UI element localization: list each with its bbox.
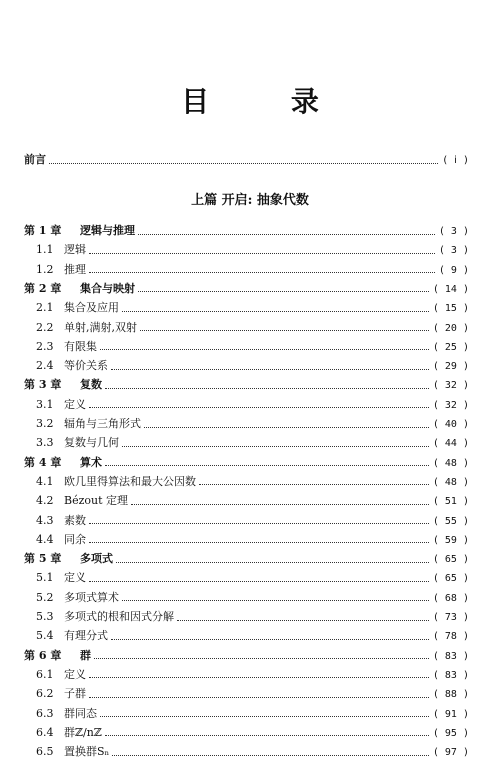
dot-leader [89,271,435,273]
toc-entry-title: 置换群Sₙ [64,745,110,759]
toc-chapter-row[interactable] [24,279,469,298]
toc-entry-number: 6.1 [36,667,54,681]
toc-entry-number: 1.1 [36,243,54,257]
dot-leader [122,310,429,312]
toc-section-row[interactable] [36,298,469,317]
toc-entry-title: 逻辑 [64,243,86,257]
toc-section-row[interactable] [36,260,469,279]
toc-chapter-row[interactable] [24,646,469,665]
page-title: 目 录 [181,85,355,118]
toc-section-row[interactable] [36,395,469,414]
toc-entry-title: 群 [80,648,91,662]
toc-entry-number: 2.1 [36,301,54,315]
toc-entry-number: 5.2 [36,590,54,604]
toc-entry-page: ( 78 ) [432,631,469,643]
toc-entry-title: 多项式的根和因式分解 [64,610,174,623]
dot-leader [89,522,429,524]
toc-entry-title: 算术 [80,455,102,469]
dot-leader [89,676,429,678]
dot-leader [112,754,429,756]
toc-entry-number: 第 6 章 [24,648,62,662]
toc-entry-number: 1.2 [36,262,54,276]
dot-leader [89,580,429,582]
toc-entry-number: 5.4 [36,629,54,643]
toc-entry-page: ( 32 ) [432,399,469,411]
toc-entry-title: 多项式 [80,552,113,566]
toc-entry-number: 5.1 [36,571,54,585]
dot-leader [100,715,429,717]
toc-section-row[interactable] [36,414,469,433]
toc-entry-page: ( 3 ) [438,226,469,237]
toc-section-row[interactable] [36,626,469,645]
toc-entry-number: 3.1 [36,397,54,411]
toc-entry-page: ( 44 ) [432,438,469,450]
toc-section-row[interactable] [36,472,469,491]
toc-section-row[interactable] [36,318,469,337]
toc-entry-title: 群同态 [64,706,97,720]
toc-entry-page: ( 29 ) [432,361,469,373]
toc-entry-number: 2.4 [36,359,54,373]
dot-leader [116,561,429,563]
toc-section-row[interactable] [36,704,469,723]
dot-leader [122,599,429,601]
dot-leader [89,696,429,698]
toc-section-row[interactable] [36,337,469,356]
toc-entry-title: 推理 [64,262,86,276]
toc-entry-title: 集合及应用 [64,301,119,315]
toc-entry-title: 等价关系 [64,359,108,373]
toc-entry-number: 第 4 章 [24,455,62,469]
toc-section-row[interactable] [36,356,469,375]
toc-entry-title: 定义 [64,571,86,585]
toc-section-row[interactable] [36,588,469,607]
toc-section-row[interactable] [36,665,469,684]
dot-leader [89,541,429,543]
toc-entry-page: ( 48 ) [432,457,469,469]
toc-entry-page: ( 3 ) [438,245,469,257]
toc-entry-title: 素数 [64,513,86,527]
toc-chapter-row[interactable] [24,375,469,394]
toc-entry-number: 3.3 [36,436,54,450]
toc-entry-page: ( 83 ) [432,650,469,662]
toc-entry-title: 复数与几何 [64,436,119,450]
toc-entry-page: ( 51 ) [432,496,469,508]
toc-entry-page: ( 25 ) [432,341,469,353]
toc-preface-row[interactable] [24,150,469,169]
toc-section-row[interactable] [36,530,469,549]
toc-section-row[interactable] [36,240,469,259]
toc-entry-page: ( 95 ) [432,727,469,739]
preface-title: 前言 [24,153,46,166]
toc-entry-page: ( 55 ) [432,515,469,527]
toc-entry-number: 3.2 [36,417,54,430]
toc-entry-number: 2.2 [36,320,54,334]
toc-entry-number: 第 1 章 [24,224,62,237]
toc-entry-number: 6.3 [36,706,54,720]
dot-leader [138,233,435,235]
toc-entry-page: ( 73 ) [432,612,469,623]
toc-entry-number: 6.2 [36,687,54,701]
dot-leader [105,387,429,389]
toc-entry-title: 单射,满射,双射 [64,320,137,334]
toc-entry-title: 同余 [64,532,86,546]
toc-entry-title: 有限集 [64,339,97,353]
dot-leader [140,329,429,331]
dot-leader [111,368,429,370]
toc-entry-page: ( 65 ) [432,573,469,585]
dot-leader [89,252,435,254]
toc-section-row[interactable] [36,684,469,703]
toc-entry-title: 多项式算术 [64,590,119,604]
toc-entry-title: 群ℤ/nℤ [64,725,102,739]
toc-entry-page: ( 91 ) [432,708,469,720]
toc-entry-title: 定义 [64,667,86,681]
toc-entry-number: 6.5 [36,745,54,759]
toc-entry-number: 4.4 [36,532,54,546]
toc-entry-number: 第 3 章 [24,378,62,392]
toc-entry-page: ( 20 ) [432,322,469,334]
dot-leader [144,426,429,428]
toc-entry-title: 逻辑与推理 [80,224,135,237]
dot-leader [89,406,429,408]
dot-leader [177,619,429,621]
toc-entry-title: 子群 [64,687,86,701]
toc-entry-title: 辐角与三角形式 [64,417,141,430]
toc-entry-title: 欧几里得算法和最大公因数 [64,474,196,488]
toc-entry-title: 集合与映射 [80,281,135,295]
toc-section-row[interactable] [36,511,469,530]
dot-leader [100,348,429,350]
toc-entry-page: ( 15 ) [432,303,469,315]
dot-leader [49,162,438,164]
toc-entry-page: ( 48 ) [432,476,469,488]
toc-entry-title: 有理分式 [64,629,108,643]
toc-entry-page: ( 88 ) [432,689,469,701]
toc-entry-page: ( 83 ) [432,669,469,681]
dot-leader [94,657,429,659]
toc-entry-title: 复数 [80,378,102,392]
toc-entry-number: 4.1 [36,474,54,488]
toc-entry-number: 2.3 [36,339,54,353]
dot-leader [105,734,429,736]
toc-entry-number: 4.2 [36,494,54,508]
toc-chapter-row[interactable] [24,221,469,240]
toc-entry-title: Bézout 定理 [64,494,129,508]
dot-leader [138,290,429,292]
toc-entry-number: 4.3 [36,513,54,527]
toc-entry-number: 6.4 [36,725,54,739]
part-title: 上篇 开启: 抽象代数 [191,193,309,208]
toc-section-row[interactable] [36,433,469,452]
toc-entry-title: 定义 [64,397,86,411]
toc-section-row[interactable] [36,568,469,587]
toc-entry-page: ( 14 ) [432,283,469,295]
toc-chapter-row[interactable] [24,549,469,568]
toc-entry-number: 第 5 章 [24,552,62,566]
dot-leader [199,483,429,485]
dot-leader [111,638,429,640]
toc-entry-page: ( 68 ) [432,592,469,604]
toc-entry-page: ( 59 ) [432,534,469,546]
dot-leader [131,503,429,505]
preface-page: ( ⅰ ) [442,155,469,166]
toc-entry-page: ( 9 ) [438,264,469,276]
toc-section-row[interactable] [36,491,469,510]
dot-leader [105,464,429,466]
toc-entry-page: ( 40 ) [432,419,469,430]
toc-chapter-row[interactable] [24,453,469,472]
dot-leader [122,445,429,447]
toc-entry-page: ( 97 ) [432,747,469,759]
toc-entry-page: ( 32 ) [432,380,469,392]
toc-entry-page: ( 65 ) [432,554,469,566]
toc-entry-number: 5.3 [36,610,54,623]
toc-section-row[interactable] [36,607,469,626]
toc-section-row[interactable] [36,742,469,761]
toc-entry-number: 第 2 章 [24,281,62,295]
